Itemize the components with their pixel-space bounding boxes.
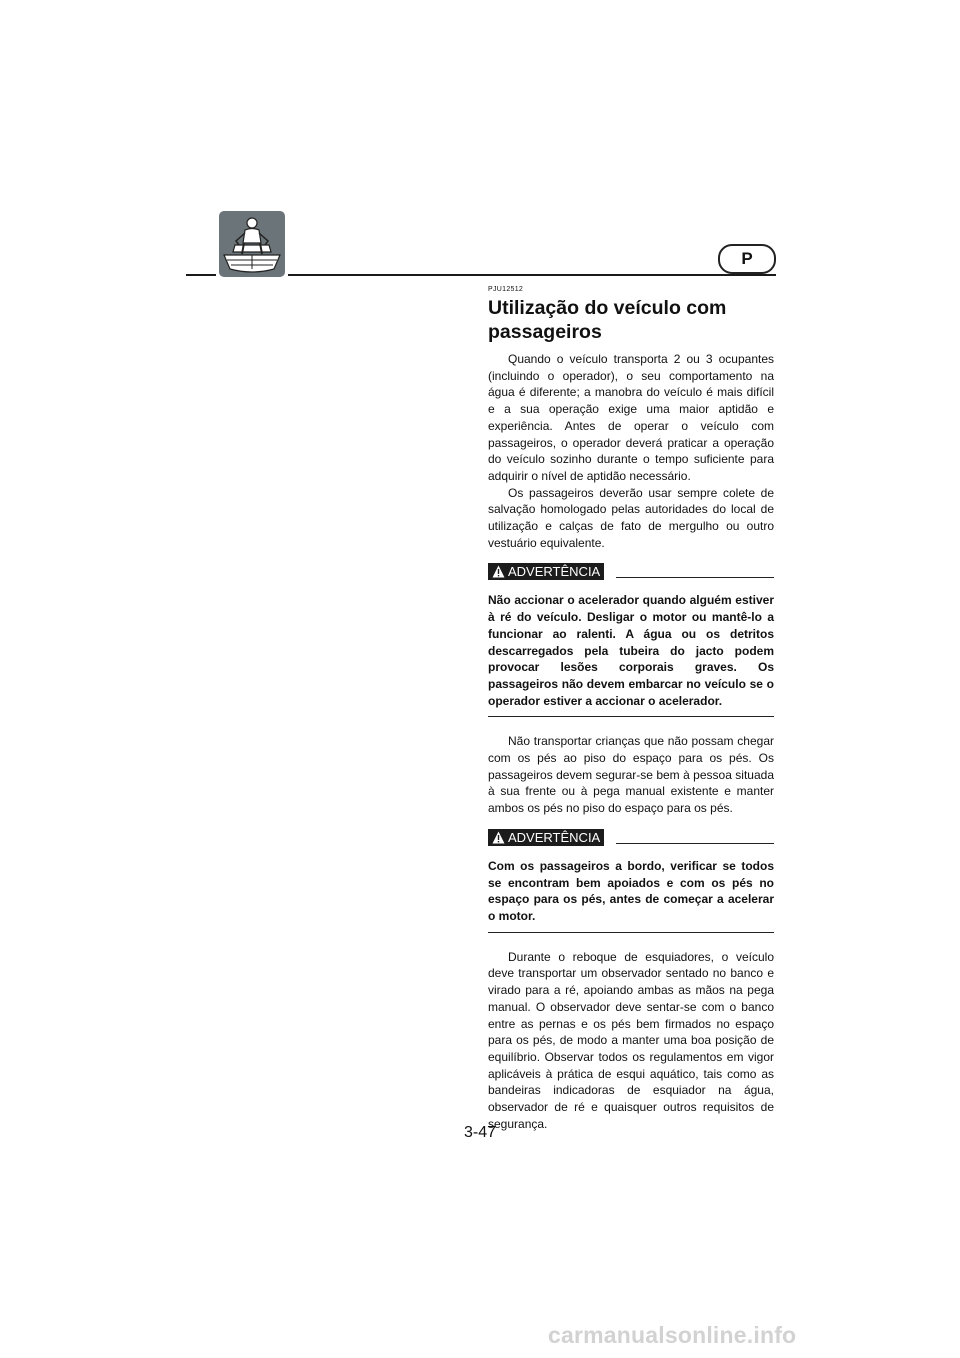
warning-header [488, 829, 774, 846]
paragraph: Não transportar crianças que não possam chegar com os pés ao piso do espaço para os pés. Os passageiros devem segurar-se bem à pessoa situada à sua frente ou à pega manual existente e manter ambos os pés no piso do espaço para os pés. [488, 734, 774, 816]
warning-rule [616, 843, 774, 844]
section-title: Utilização do veículo com passageiros [488, 297, 727, 343]
paragraph: Quando o veículo transporta 2 ou 3 ocupantes (incluindo o operador), o seu comportamento na água é diferente; a manobra do veículo é mais difícil e a sua operação exige uma maior aptidão e experiência. Antes de operar o veículo com passageiros, o operador deverá praticar a operação do veículo sozinho durante o tempo suficiente para adquirir o nível de aptidão necessário. [488, 352, 774, 483]
language-badge: P [718, 244, 776, 274]
jet-ski-rider-icon [219, 211, 285, 277]
watermark: carmanualsonline.info [548, 1322, 797, 1348]
warning-box [488, 829, 774, 933]
warning-box [488, 563, 774, 717]
warning-rule [616, 577, 774, 578]
page-number: 3-47 [463, 1124, 497, 1141]
warning-label: ADVERTÊNCIA [508, 829, 601, 845]
warning-badge [488, 563, 604, 580]
warning-label: ADVERTÊNCIA [508, 564, 601, 580]
warning-triangle-icon [492, 565, 505, 578]
main-content [488, 286, 774, 1132]
paragraph: Durante o reboque de esquiadores, o veículo deve transportar um observador sentado no banco e virado para a ré, apoiando ambas as mãos na pega manual. O observador deve sentar-se com o banco entre as pernas e os pés bem firmados no espaço para os pés, de modo a manter uma boa posição de equilíbrio. Observar todos os regulamentos em vigor aplicáveis à prática de esqui aquático, tais como as bandeiras indicadoras de esquiador na água, observador de ré e quaisquer outros requisitos de segurança. [488, 949, 774, 1131]
warning-text: Com os passageiros a bordo, verificar se todos se encontram bem apoiados e com os pés no espaço para os pés, antes de começar a acelerar o motor. [488, 858, 774, 933]
warning-badge [488, 829, 604, 846]
header-rule-right [288, 274, 776, 276]
warning-header [488, 563, 774, 580]
paragraph: Os passageiros deverão usar sempre colete de salvação homologado pelas autoridades do local de utilização e calças de fato de mergulho ou outro vestuário equivalente. [488, 485, 774, 550]
header-rule-left [186, 274, 216, 276]
doc-code: PJU12512 [488, 286, 524, 293]
warning-text: Não accionar o acelerador quando alguém estiver à ré do veículo. Desligar o motor ou mantê-lo a funcionar ao ralenti. A água ou os detritos descarregados pela tubeira do jacto podem provocar lesões corporais graves. Os passageiros não devem embarcar no veículo se o operador estiver a accionar o acelerador. [488, 592, 774, 717]
warning-triangle-icon [492, 831, 505, 844]
